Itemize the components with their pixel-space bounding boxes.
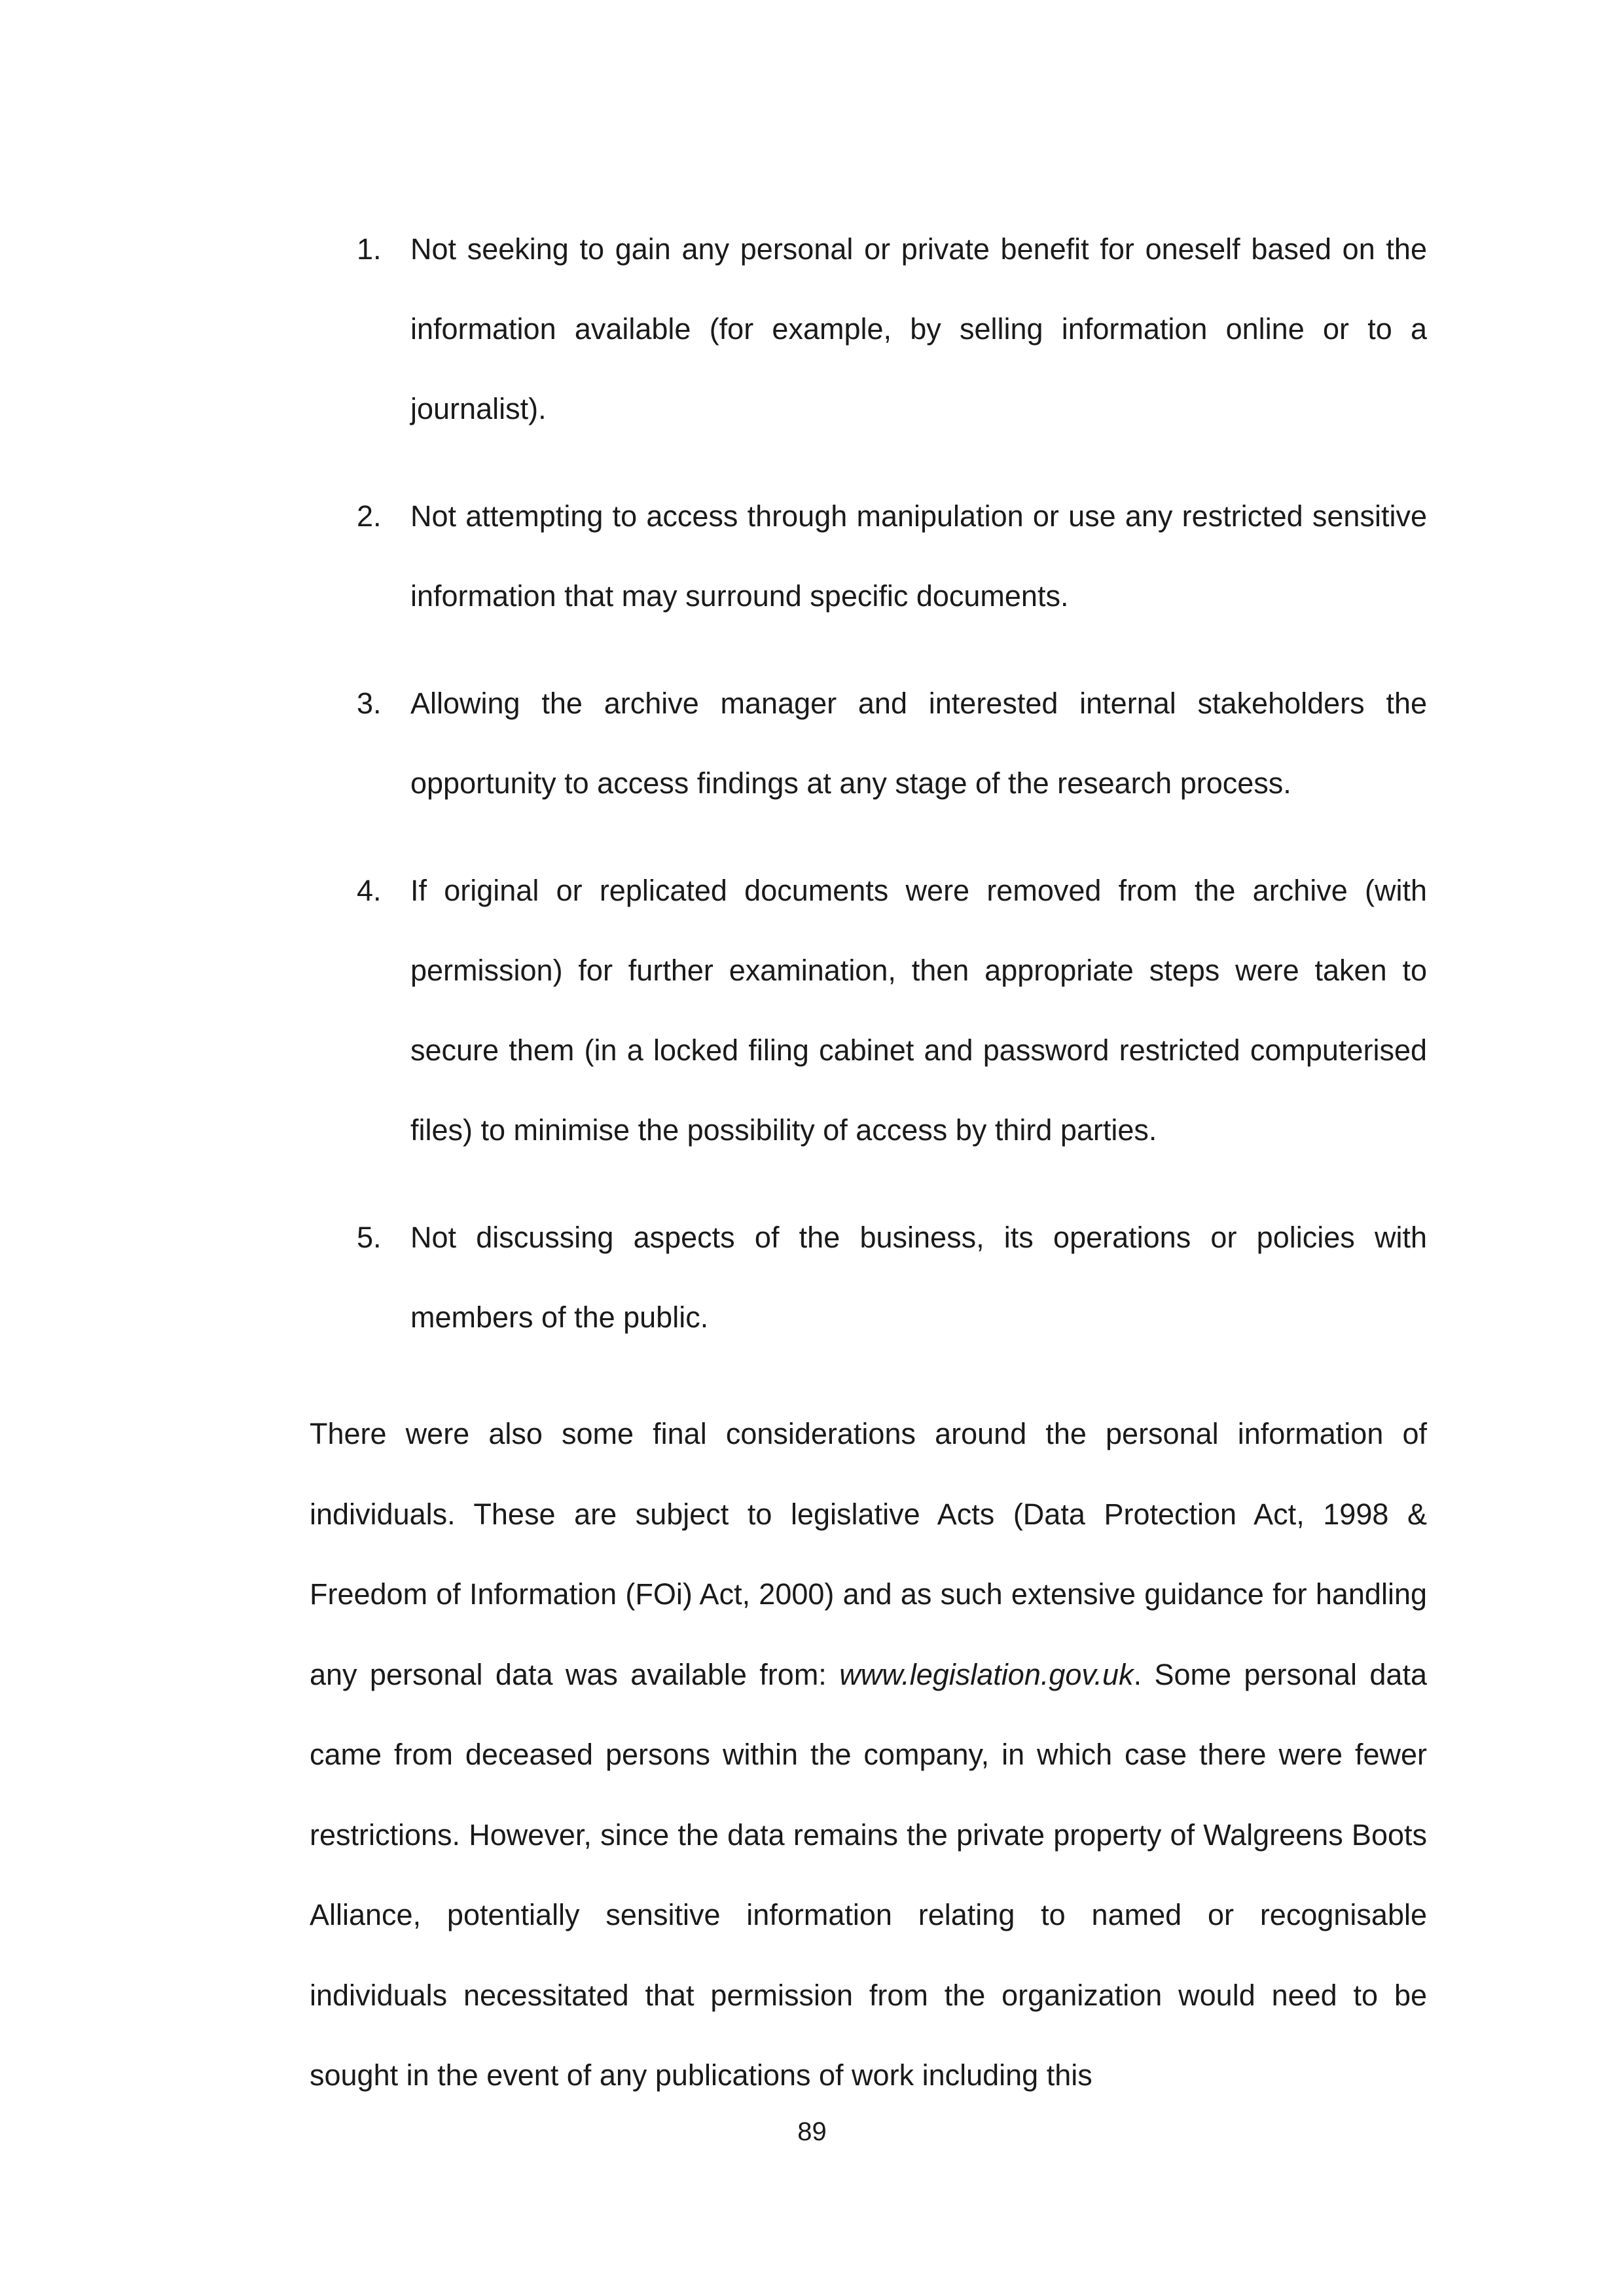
list-item xyxy=(357,851,1427,1170)
list-item xyxy=(357,209,1427,449)
list-item-number: 5. xyxy=(357,1221,382,1254)
numbered-list xyxy=(357,209,1427,1385)
list-item-text: Allowing the archive manager and interested internal stakeholders the opportunity to access findings at any stage of the research process. xyxy=(410,687,1427,800)
list-item-text: Not discussing aspects of the business, its operations or policies with members of the public. xyxy=(410,1221,1427,1334)
list-item-number: 1. xyxy=(357,232,382,266)
list-item-number: 2. xyxy=(357,499,382,533)
list-item-number: 3. xyxy=(357,687,382,720)
list-item xyxy=(357,1198,1427,1357)
body-paragraph xyxy=(310,1394,1427,2116)
list-item xyxy=(357,476,1427,636)
list-item-text: If original or replicated documents were removed from the archive (with permission) for further examination, then appropriate steps were taken to secure them (in a locked filing cabinet and password restricted computerised files) to minimise the possibility of access by third parties. xyxy=(410,874,1427,1147)
list-item-number: 4. xyxy=(357,874,382,907)
paragraph-text-after-link: . Some personal data came from deceased persons within the company, in which case there were fewer restrictions. However, since the data remains the private property of Walgreens Boots Alliance, potentially sensitive information relating to named or recognisable individuals necessitated that permission from the organization would need to be sought in the event of any publications of work including this xyxy=(310,1657,1427,2092)
page-number: 89 xyxy=(797,2117,827,2146)
list-item-text: Not seeking to gain any personal or private benefit for oneself based on the information available (for example, by selling information online or to a journalist). xyxy=(410,232,1427,425)
paragraph-text-before-link: There were also some final considerations around the personal information of individuals. These are subject to legislative Acts (Data Protection Act, 1998 & Freedom of Information (FOi) Act, 2000) and as such extensive guidance for handling any personal data was available from: xyxy=(310,1417,1427,1691)
list-item-text: Not attempting to access through manipulation or use any restricted sensitive information that may surround specific documents. xyxy=(410,499,1427,613)
legislation-website-link[interactable]: www.legislation.gov.uk xyxy=(839,1657,1134,1691)
list-item xyxy=(357,664,1427,823)
